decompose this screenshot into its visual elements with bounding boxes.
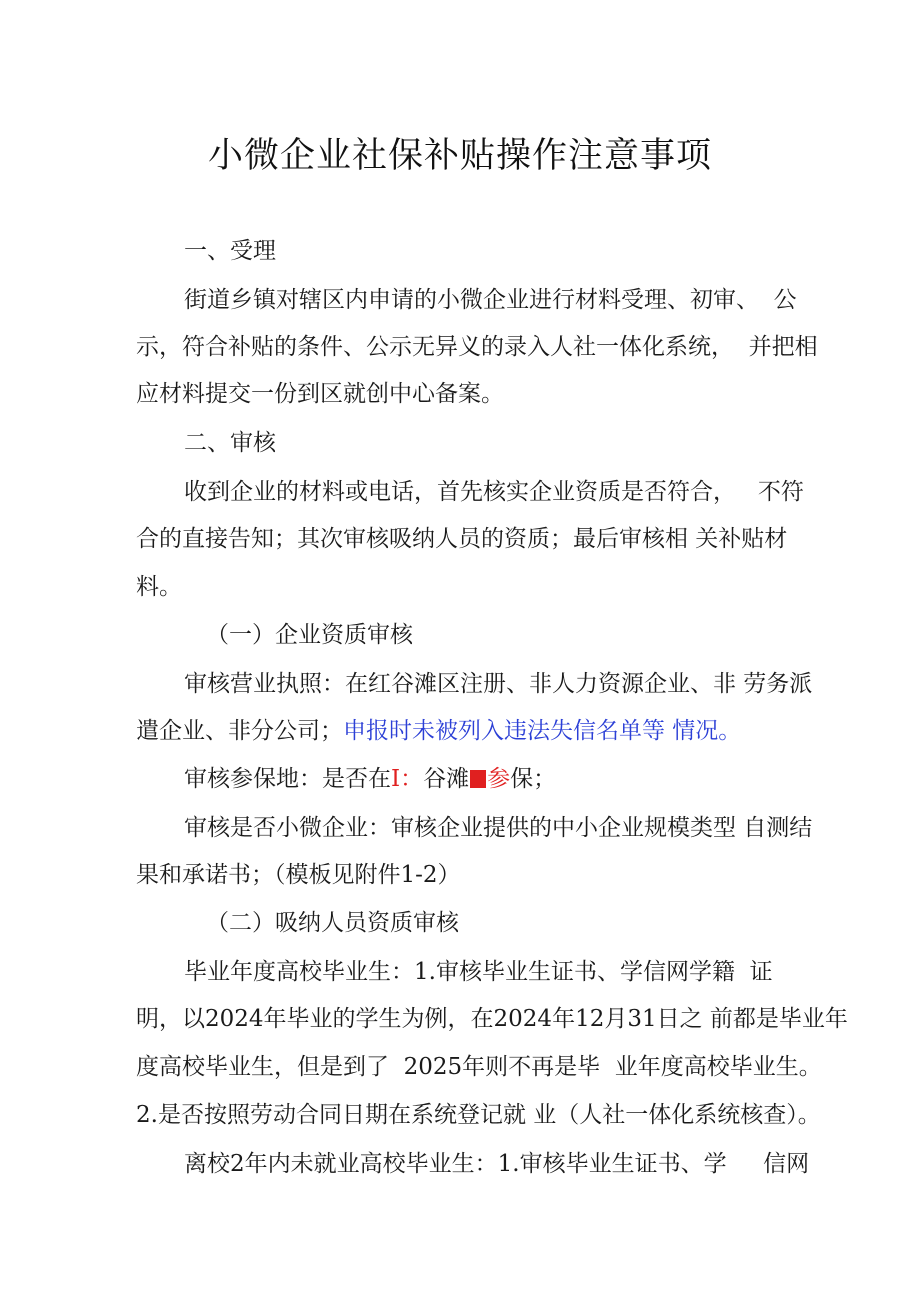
highlighted-text: 申报时未被列入违法失信名单等 情况。 [343, 718, 742, 744]
paragraph-line: 应材料提交一份到区就创中心备案。 [136, 381, 504, 407]
paragraph-line: 度高校毕业生，但是到了 2025年则不再是毕 业年度高校毕业生。 [136, 1054, 822, 1080]
section-heading-acceptance: 一、受理 [184, 238, 276, 264]
paragraph-line: 街道乡镇对辖区内申请的小微企业进行材料受理、初审、 公 [184, 287, 797, 313]
paragraph-line: 合的直接告知；其次审核吸纳人员的资质；最后审核相 关补贴材 [136, 526, 788, 552]
paragraph-line [136, 716, 741, 746]
paragraph-text: 保； [510, 766, 557, 792]
red-mark-text: I： [391, 766, 424, 792]
paragraph-text: 遣企业、非分公司； [136, 718, 343, 744]
paragraph-line: 明，以2024年毕业的学生为例，在2024年12月31日之 前都是毕业年 [136, 1006, 848, 1032]
paragraph-line: 料。 [136, 574, 182, 600]
paragraph-line: 示，符合补贴的条件、公示无异义的录入人社一体化系统， 并把相 [136, 334, 818, 360]
paragraph-line: 审核营业执照：在红谷滩区注册、非人力资源企业、非 劳务派 [184, 671, 813, 697]
section-heading-review: 二、审核 [184, 430, 276, 456]
red-block-mark [470, 770, 486, 788]
paragraph-line: 2.是否按照劳动合同日期在系统登记就 业（人社一体化系统核查）。 [136, 1102, 821, 1128]
paragraph-line: 离校2年内未就业高校毕业生：1.审核毕业生证书、学 信网 [184, 1151, 810, 1177]
subsection-heading-enterprise: （一）企业资质审核 [206, 622, 413, 648]
paragraph-line: 审核是否小微企业：审核企业提供的中小企业规模类型 自测结 [184, 815, 813, 841]
subsection-heading-personnel: （二）吸纳人员资质审核 [206, 910, 459, 936]
paragraph-text: 审核参保地：是否在 [184, 766, 391, 792]
paragraph-line: 果和承诺书；（模板见附件1-2） [136, 862, 461, 888]
red-mark-text: 参 [487, 766, 511, 792]
document-title: 小微企业社保补贴操作注意事项 [207, 136, 712, 176]
paragraph-text: 谷滩 [423, 766, 470, 792]
paragraph-line [184, 764, 556, 794]
paragraph-line: 毕业年度高校毕业生：1.审核毕业生证书、学信网学籍 证 [184, 959, 773, 985]
paragraph-line: 收到企业的材料或电话，首先核实企业资质是否符合， 不符 [184, 479, 804, 505]
